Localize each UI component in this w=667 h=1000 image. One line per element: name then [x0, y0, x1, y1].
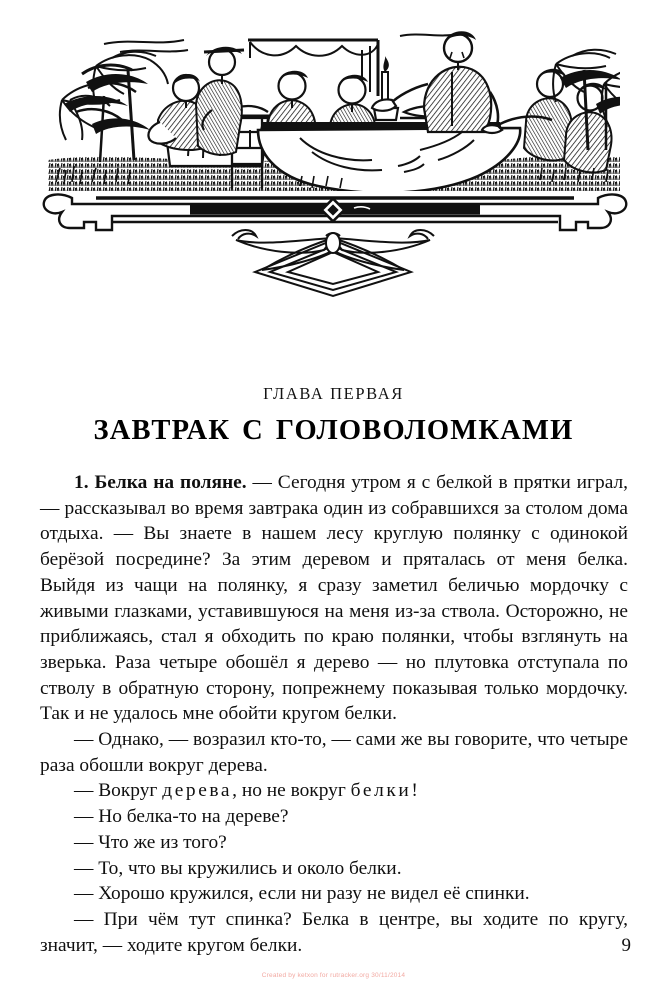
paragraph-2-text: — Однако, — возразил кто-то, — сами же вы говорите, что четыре раза обошли вокруг дерева.	[40, 729, 628, 776]
paragraph-6-text: — То, что вы кружились и около белки.	[74, 857, 402, 879]
paragraph-5	[40, 830, 628, 856]
paragraph-8	[40, 907, 628, 958]
paragraph-1-text: — Сегодня утром я с белкой в прятки играл, — рассказывал во время завтрака один из собравшихся за столом дома отдыха. — Вы знаете в нашем лесу круглую полянку с одинокой берёзой посредине? За этим деревом и пряталась от меня белка. Выйдя из чащи на полянку, я сразу заметил беличью мордочку с живыми глазками, уставившуюся на меня из-за ствола. Осторожно, не приближаясь, стал я обходить по краю полянки, чтобы взглянуть на зверька. Раза четыре обошёл я дерево — но плутовка отступала по стволу в обратную сторону, попрежнему показывая только мордочку. Так и не удалось мне обойти кругом белки.	[40, 472, 628, 725]
decorative-rule-ornament	[44, 195, 627, 296]
chapter-title	[0, 414, 667, 446]
chapter-title-word-2: С	[242, 414, 264, 446]
paragraph-1	[40, 470, 628, 727]
ornament-diamond	[322, 199, 345, 222]
ornament-fan-pendant	[232, 230, 434, 296]
emphasis-belki: белки	[350, 780, 412, 802]
chapter-heading-block	[0, 386, 667, 445]
sky-strokes	[104, 34, 458, 52]
emphasis-dereva: дерева	[162, 780, 233, 802]
chapter-body-text	[40, 470, 628, 958]
chapter-title-word-3: ГОЛОВОЛОМКАМИ	[275, 414, 574, 446]
paragraph-6	[40, 856, 628, 882]
paragraph-4	[40, 804, 628, 830]
paragraph-3-after: !	[411, 780, 418, 802]
paragraph-7-text: — Хорошо кружился, если ни разу не видел её спинки.	[74, 883, 530, 905]
paragraph-2	[40, 727, 628, 778]
paragraph-3-middle: , но не вокруг	[232, 780, 351, 802]
item-lead-rest: поляне.	[180, 472, 247, 493]
chapter-title-word-1: ЗАВТРАК	[93, 414, 231, 446]
paragraph-3-before: — Вокруг	[74, 780, 163, 802]
paragraph-5-text: — Что же из того?	[74, 831, 227, 853]
paragraph-3	[40, 778, 628, 804]
paragraph-7	[40, 881, 628, 907]
paragraph-4-text: — Но белка-то на дереве?	[74, 806, 289, 828]
chapter-headpiece-illustration	[0, 0, 667, 300]
paragraph-8-text: — При чём тут спинка? Белка в центре, вы ходите по кругу, значит, — ходите кругом белки.	[40, 908, 628, 956]
item-number: 1.	[74, 472, 89, 493]
page-number: 9	[621, 935, 631, 956]
scan-watermark: Created by ketxon for rutracker.org 30/11/2014	[261, 972, 406, 979]
item-lead-bold: Белка на	[94, 472, 175, 493]
chapter-label: ГЛАВА ПЕРВАЯ	[263, 384, 404, 403]
